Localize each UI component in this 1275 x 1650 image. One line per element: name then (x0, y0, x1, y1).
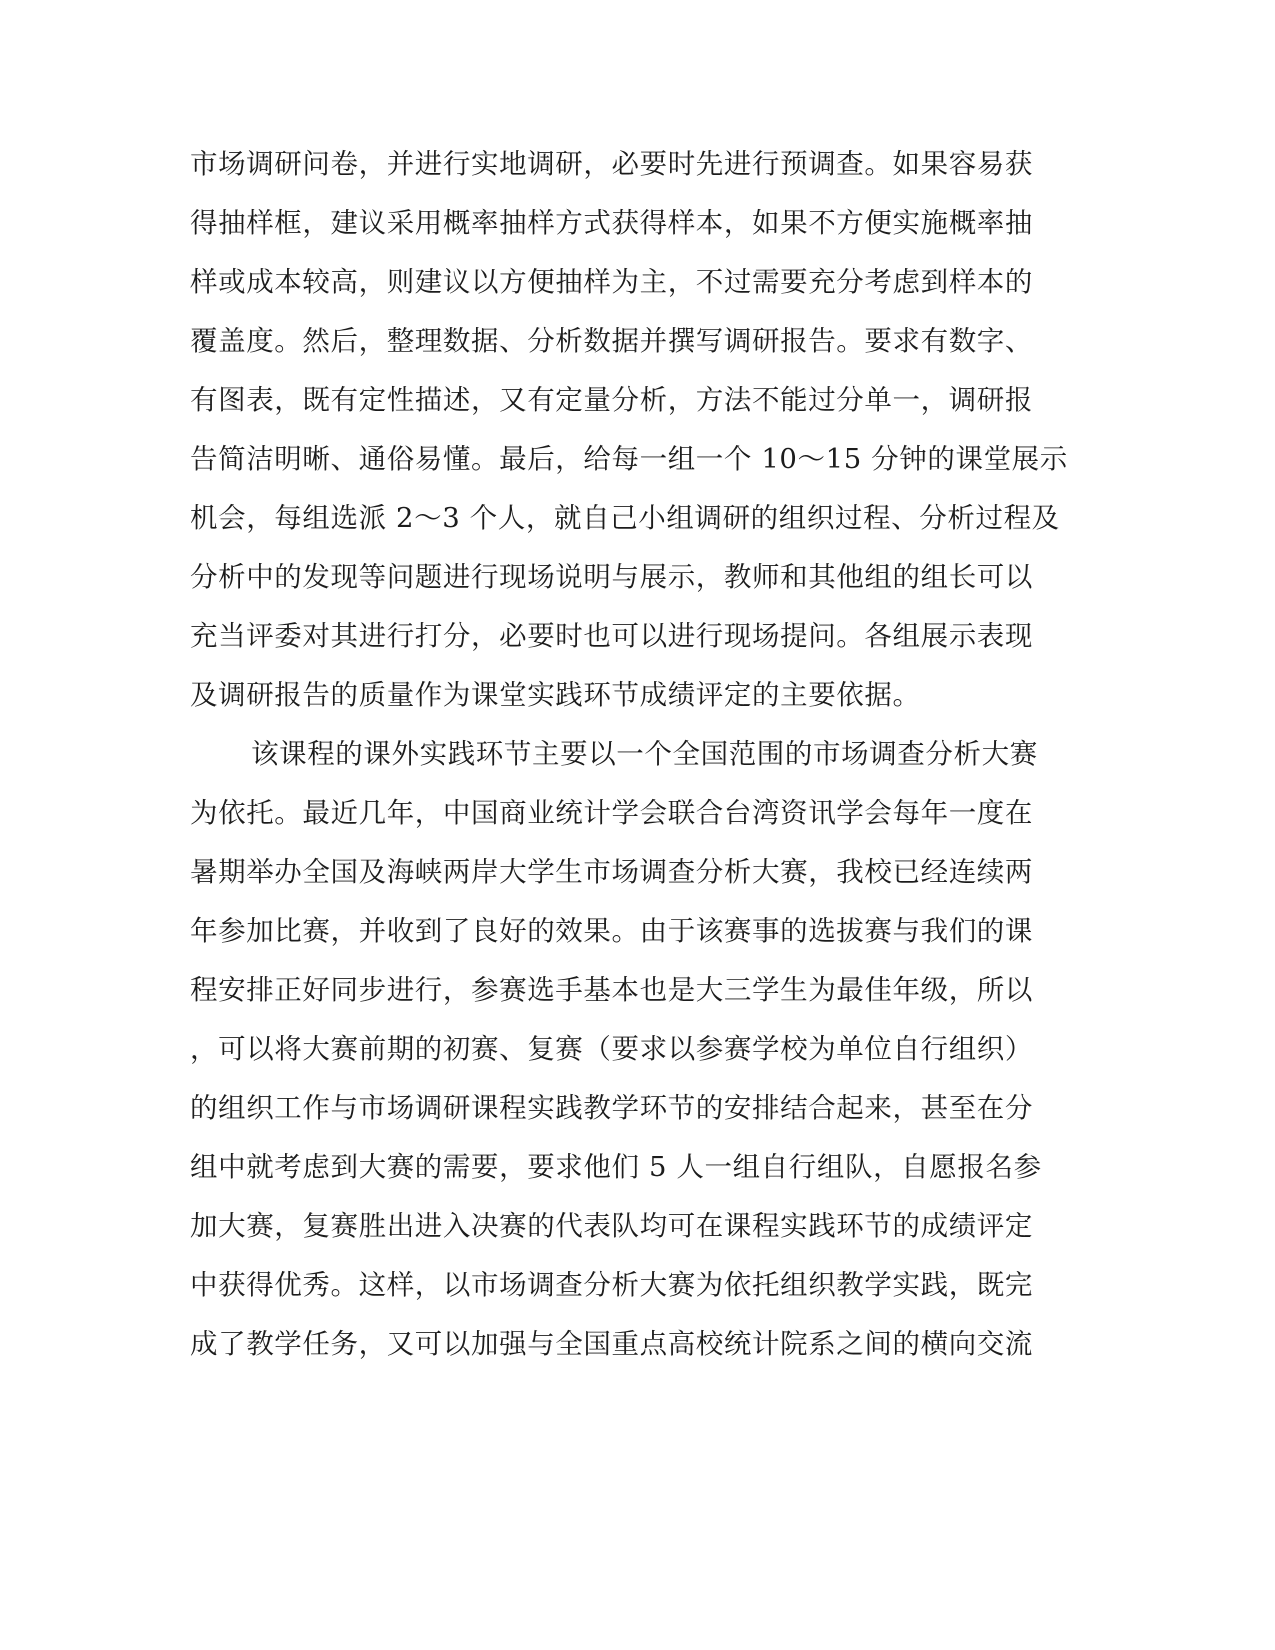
paragraph-1-line-6: 告简洁明晰、通俗易懂。最后，给每一组一个 10～15 分钟的课堂展示 (190, 443, 1068, 475)
paragraph-2-line-1: 该课程的课外实践环节主要以一个全国范围的市场调查分析大赛 (251, 738, 1038, 770)
paragraph-2-line-11: 成了教学任务，又可以加强与全国重点高校统计院系之间的横向交流 (190, 1328, 1033, 1360)
paragraph-2-line-6: ，可以将大赛前期的初赛、复赛（要求以参赛学校为单位自行组织） (190, 1033, 1033, 1065)
paragraph-1-line-2: 得抽样框，建议采用概率抽样方式获得样本，如果不方便实施概率抽 (190, 207, 1033, 239)
paragraph-1-line-1: 市场调研问卷，并进行实地调研，必要时先进行预调查。如果容易获 (190, 148, 1033, 180)
paragraph-1-line-7: 机会，每组选派 2～3 个人，就自己小组调研的组织过程、分析过程及 (190, 502, 1060, 534)
paragraph-2-line-2: 为依托。最近几年，中国商业统计学会联合台湾资讯学会每年一度在 (190, 797, 1033, 829)
paragraph-2-line-3: 暑期举办全国及海峡两岸大学生市场调查分析大赛，我校已经连续两 (190, 856, 1033, 888)
paragraph-2-line-8: 组中就考虑到大赛的需要，要求他们 5 人一组自行组队，自愿报名参 (190, 1151, 1042, 1183)
paragraph-2-line-4: 年参加比赛，并收到了良好的效果。由于该赛事的选拔赛与我们的课 (190, 915, 1033, 947)
paragraph-1-line-3: 样或成本较高，则建议以方便抽样为主，不过需要充分考虑到样本的 (190, 266, 1033, 298)
paragraph-1-line-10: 及调研报告的质量作为课堂实践环节成绩评定的主要依据。 (190, 679, 921, 711)
paragraph-1-line-4: 覆盖度。然后，整理数据、分析数据并撰写调研报告。要求有数字、 (190, 325, 1033, 357)
paragraph-2-line-9: 加大赛，复赛胜出进入决赛的代表队均可在课程实践环节的成绩评定 (190, 1210, 1033, 1242)
paragraph-1-line-9: 充当评委对其进行打分，必要时也可以进行现场提问。各组展示表现 (190, 620, 1033, 652)
paragraph-2-line-5: 程安排正好同步进行，参赛选手基本也是大三学生为最佳年级，所以 (190, 974, 1033, 1006)
paragraph-2-line-10: 中获得优秀。这样，以市场调查分析大赛为依托组织教学实践，既完 (190, 1269, 1033, 1301)
paragraph-1-line-5: 有图表，既有定性描述，又有定量分析，方法不能过分单一，调研报 (190, 384, 1033, 416)
paragraph-1-line-8: 分析中的发现等问题进行现场说明与展示，教师和其他组的组长可以 (190, 561, 1033, 593)
paragraph-2-line-7: 的组织工作与市场调研课程实践教学环节的安排结合起来，甚至在分 (190, 1092, 1033, 1124)
